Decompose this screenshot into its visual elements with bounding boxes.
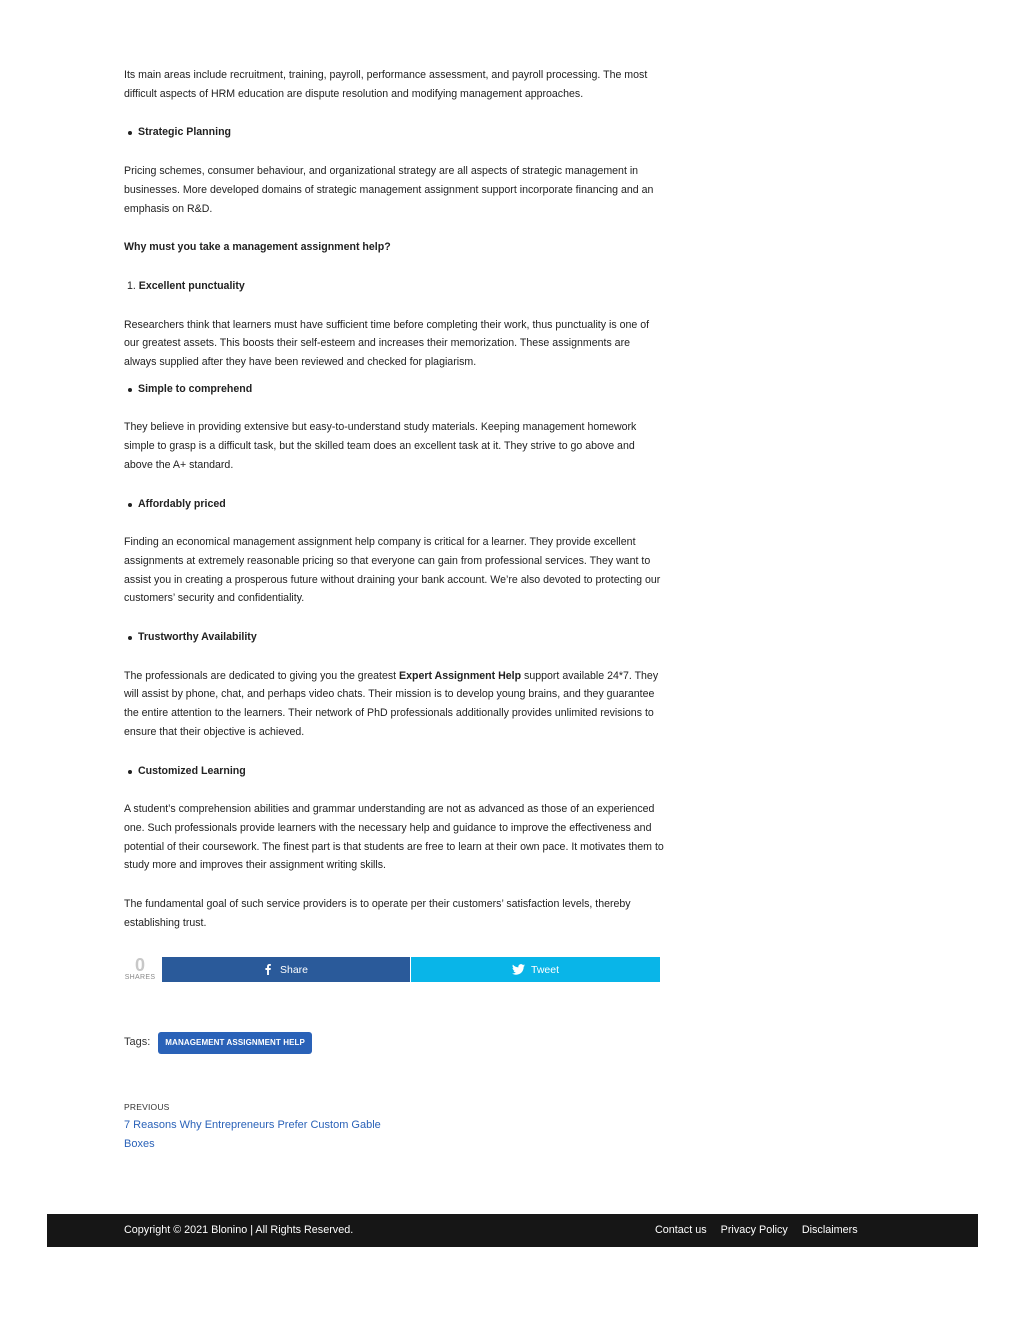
share-count xyxy=(124,957,156,981)
strategic-planning-paragraph: Pricing schemes, consumer behaviour, and organizational strategy are all aspects of strategic management in businesses. More developed domains of strategic management assignment support incorporate financing and an emphasis on R&D. xyxy=(124,165,654,215)
tag-management-assignment-help[interactable]: MANAGEMENT ASSIGNMENT HELP xyxy=(158,1032,312,1054)
closing-paragraph: The fundamental goal of such service providers is to operate per their customers’ satisfaction levels, thereby establishing trust. xyxy=(124,898,631,929)
share-bar xyxy=(124,957,660,983)
previous-post xyxy=(124,1102,394,1154)
twitter-tweet-button[interactable] xyxy=(411,957,660,982)
previous-label: PREVIOUS xyxy=(124,1102,170,1112)
footer-link-privacy[interactable]: Privacy Policy xyxy=(720,1224,788,1236)
punctuality-heading xyxy=(124,277,664,296)
site-footer xyxy=(47,1214,978,1247)
share-label: Share xyxy=(279,963,309,976)
share-count-label: SHARES xyxy=(124,974,156,981)
custom-paragraph: A student’s comprehension abilities and grammar understanding are not as advanced as those of an experienced one. Such professionals provide learners with the necessary help and guidance to improve the effectiveness and potential of their coursework. The finest part is that students are free to learn at their own pace. It motivates them to study more and improves their assignment writing skills. xyxy=(124,803,664,872)
trust-text-before: The professionals are dedicated to giving you the greatest xyxy=(124,669,400,682)
footer-nav xyxy=(655,1224,858,1236)
punctuality-number: 1. xyxy=(127,279,136,292)
custom-heading: Customized Learning xyxy=(124,762,664,781)
copyright-text: Copyright © 2021 Blonino | All Rights Reserved. xyxy=(124,1224,354,1236)
tags-label: Tags: xyxy=(124,1036,151,1048)
simple-paragraph: They believe in providing extensive but easy-to-understand study materials. Keeping management homework simple to grasp is a difficult task, but the skilled team does an excellent task at it. They strive to go above and above the A+ standard. xyxy=(124,421,637,471)
tags-row xyxy=(124,1032,312,1054)
footer-link-disclaimers[interactable]: Disclaimers xyxy=(801,1224,858,1236)
strategic-planning-heading: Strategic Planning xyxy=(124,123,664,142)
trust-text-bold: Expert Assignment Help xyxy=(399,669,522,682)
simple-heading: Simple to comprehend xyxy=(124,380,664,399)
previous-post-link[interactable]: 7 Reasons Why Entrepreneurs Prefer Custom Gable Boxes xyxy=(124,1119,381,1150)
trust-paragraph xyxy=(124,667,664,742)
facebook-share-button[interactable] xyxy=(162,957,410,982)
why-heading: Why must you take a management assignment help? xyxy=(124,241,391,254)
afford-paragraph: Finding an economical management assignment help company is critical for a learner. They provide excellent assignments at extremely reasonable pricing so that everyone can gain from professional services. They want to assist you in creating a prosperous future without draining your bank account. We’re also devoted to protecting our customers’ security and confidentiality. xyxy=(124,536,661,605)
afford-heading: Affordably priced xyxy=(124,495,664,514)
share-count-number: 0 xyxy=(134,955,145,975)
footer-link-contact[interactable]: Contact us xyxy=(655,1224,707,1236)
trust-text-after: support available 24*7. They will assist by phone, chat, and perhaps video chats. Their mission is to develop young brains, and they guarantee the entire attention to the learners. Their network of PhD professionals additionally provides unlimited revisions to ensure that their objective is achieved. xyxy=(124,669,659,738)
punctuality-paragraph: Researchers think that learners must have sufficient time before completing their work, thus punctuality is one of our greatest assets. This boosts their self-esteem and increases their memorization. These assignments are always supplied after they have been reviewed and checked for plagiarism. xyxy=(124,318,650,369)
intro-paragraph: Its main areas include recruitment, training, payroll, performance assessment, and payroll processing. The most difficult aspects of HRM education are dispute resolution and modifying management approaches. xyxy=(124,69,648,100)
twitter-icon xyxy=(512,964,525,975)
trust-heading: Trustworthy Availability xyxy=(124,628,664,647)
article-body xyxy=(124,66,664,953)
facebook-icon xyxy=(264,964,272,975)
punctuality-title: Excellent punctuality xyxy=(138,279,245,292)
tweet-label: Tweet xyxy=(530,963,559,976)
